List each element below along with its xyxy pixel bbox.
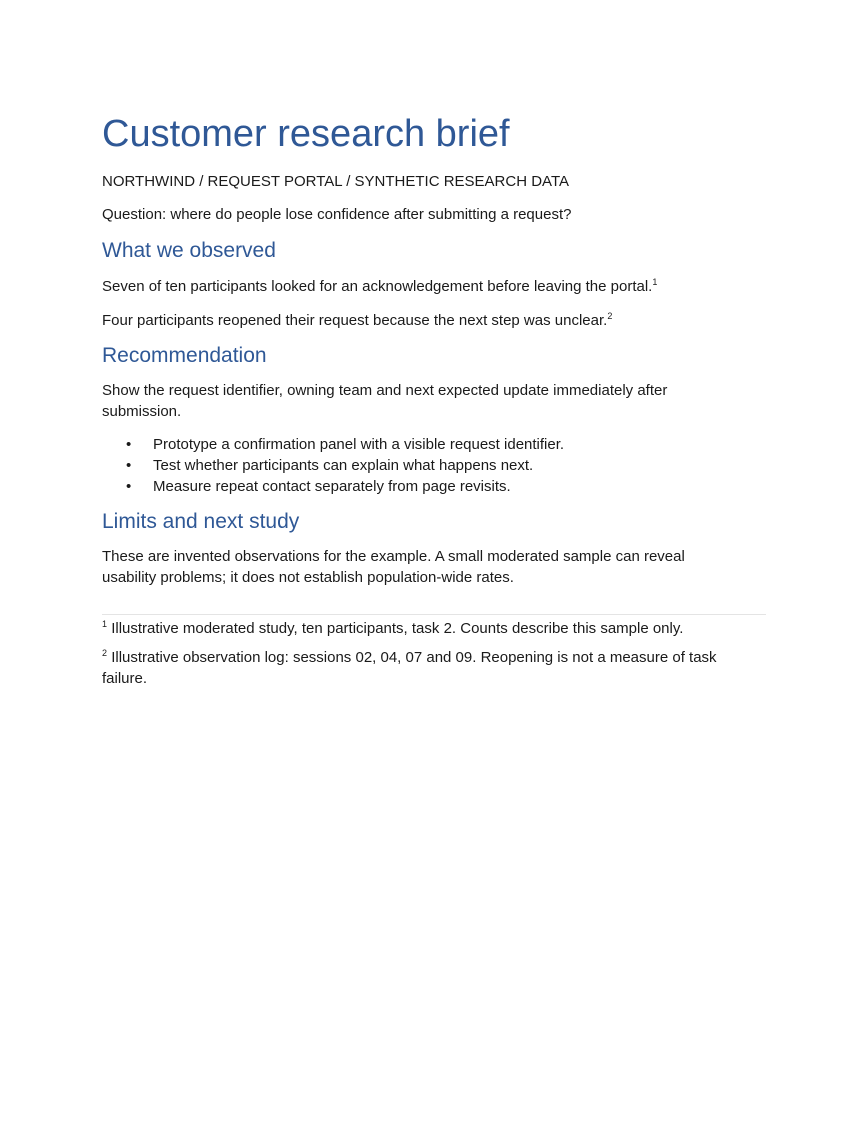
limits-paragraph: These are invented observations for the example. A small moderated sample can reveal usability problems; it does not establish population-wide rates. — [102, 548, 685, 586]
section-heading-limits: Limits and next study — [102, 510, 300, 533]
observation-paragraph — [102, 276, 657, 297]
observation-text: Seven of ten participants looked for an acknowledgement before leaving the portal. — [102, 278, 653, 295]
bullet-icon: • — [126, 436, 132, 453]
footnote-mark: 1 — [102, 619, 108, 629]
section-heading-observed: What we observed — [102, 239, 276, 262]
footnote-ref: 2 — [607, 311, 613, 321]
research-question: Question: where do people lose confidence after submitting a request? — [102, 206, 572, 223]
document-title: Customer research brief — [102, 113, 510, 155]
observation-text: Four participants reopened their request because the next step was unclear. — [102, 312, 608, 329]
list-item-text: Test whether participants can explain what happens next. — [153, 457, 534, 474]
observation-paragraph — [102, 310, 612, 331]
recommendation-paragraph: Show the request identifier, owning team and next expected update immediately after submission. — [102, 382, 668, 420]
footnote-ref: 1 — [652, 277, 658, 287]
list-item — [102, 434, 564, 455]
footnote-mark: 2 — [102, 648, 108, 658]
section-heading-recommendation: Recommendation — [102, 344, 267, 367]
list-item-text: Prototype a confirmation panel with a visible request identifier. — [153, 436, 565, 453]
footnote-text: Illustrative observation log: sessions 02, 04, 07 and 09. Reopening is not a measure of task failure. — [102, 649, 717, 687]
list-item-text: Measure repeat contact separately from page revisits. — [153, 478, 511, 495]
list-item — [102, 476, 564, 497]
footnote-divider — [102, 614, 766, 615]
footnote — [102, 647, 752, 689]
recommendation-list — [102, 434, 564, 497]
bullet-icon: • — [126, 478, 132, 495]
footnote-text: Illustrative moderated study, ten participants, task 2. Counts describe this sample only. — [111, 620, 684, 637]
list-item — [102, 455, 564, 476]
footnote — [102, 618, 683, 639]
bullet-icon: • — [126, 457, 132, 474]
document-kicker: NORTHWIND / REQUEST PORTAL / SYNTHETIC RESEARCH DATA — [102, 173, 569, 190]
